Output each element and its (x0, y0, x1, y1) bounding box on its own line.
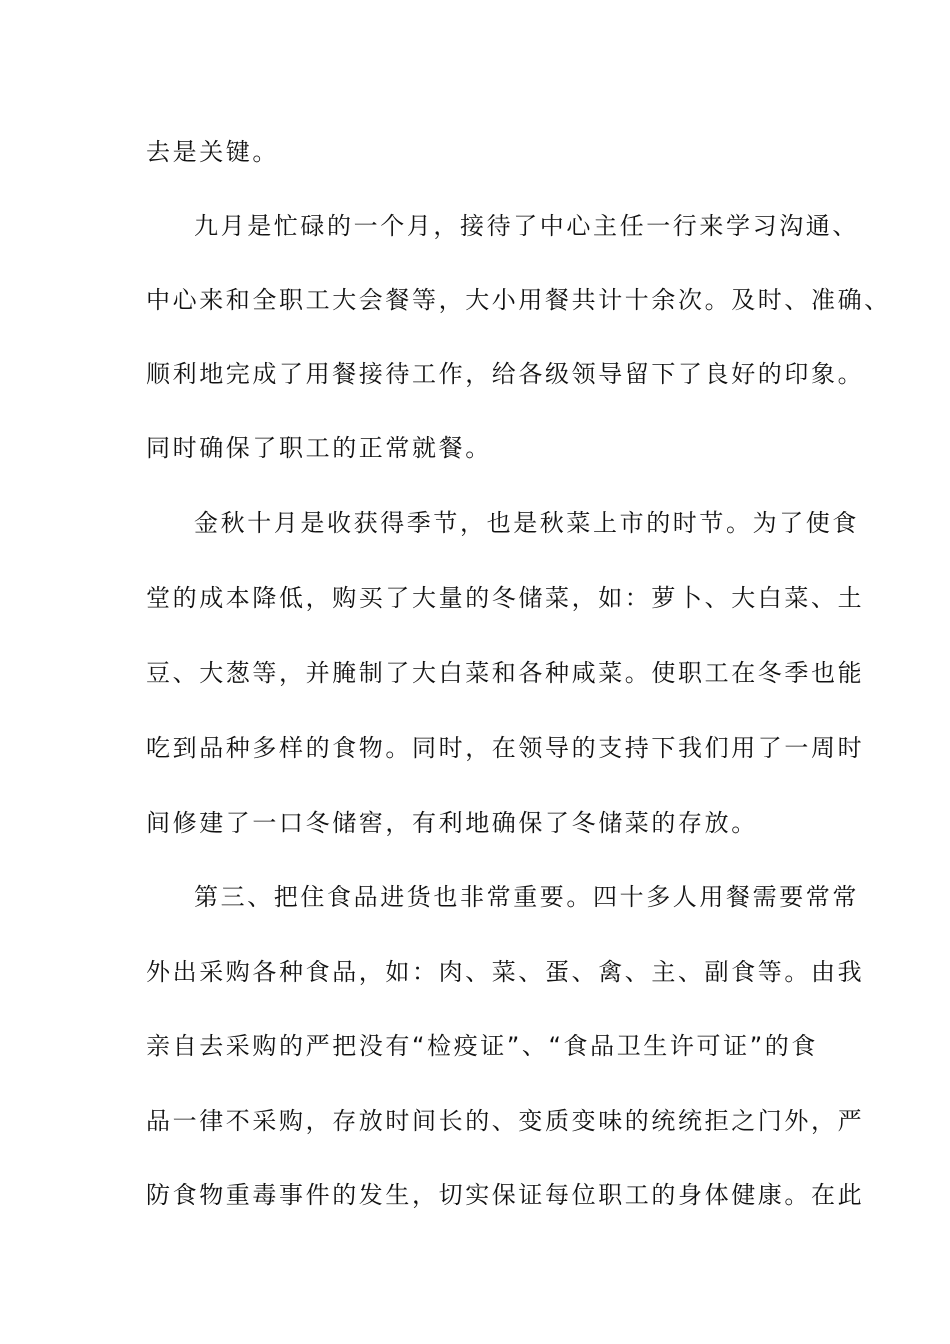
text-line: 中心来和全职工大会餐等，大小用餐共计十余次。及时、准确、 (146, 286, 891, 314)
text-line: 外出采购各种食品，如：肉、菜、蛋、禽、主、副食等。由我 (146, 958, 865, 986)
paragraph-start-line: 九月是忙碌的一个月，接待了中心主任一行来学习沟通、 (194, 212, 859, 240)
text-line: 亲自去采购的严把没有“检疫证”、“食品卫生许可证”的食 (146, 1032, 818, 1060)
text-line: 豆、大葱等，并腌制了大白菜和各种咸菜。使职工在冬季也能 (146, 659, 865, 687)
paragraph-start-line: 金秋十月是收获得季节，也是秋菜上市的时节。为了使食 (194, 509, 859, 537)
text-line: 吃到品种多样的食物。同时，在领导的支持下我们用了一周时 (146, 734, 865, 762)
text-line: 间修建了一口冬储窖，有利地确保了冬储菜的存放。 (146, 809, 758, 837)
text-line: 同时确保了职工的正常就餐。 (146, 434, 492, 462)
text-line: 去是关键。 (146, 138, 279, 166)
text-line: 品一律不采购，存放时间长的、变质变味的统统拒之门外，严 (146, 1107, 865, 1135)
text-line: 防食物重毒事件的发生，切实保证每位职工的身体健康。在此 (146, 1181, 865, 1209)
paragraph-start-line: 第三、把住食品进货也非常重要。四十多人用餐需要常常 (194, 883, 859, 911)
text-line: 堂的成本降低，购买了大量的冬储菜，如：萝卜、大白菜、土 (146, 584, 865, 612)
text-line: 顺利地完成了用餐接待工作，给各级领导留下了良好的印象。 (146, 360, 865, 388)
